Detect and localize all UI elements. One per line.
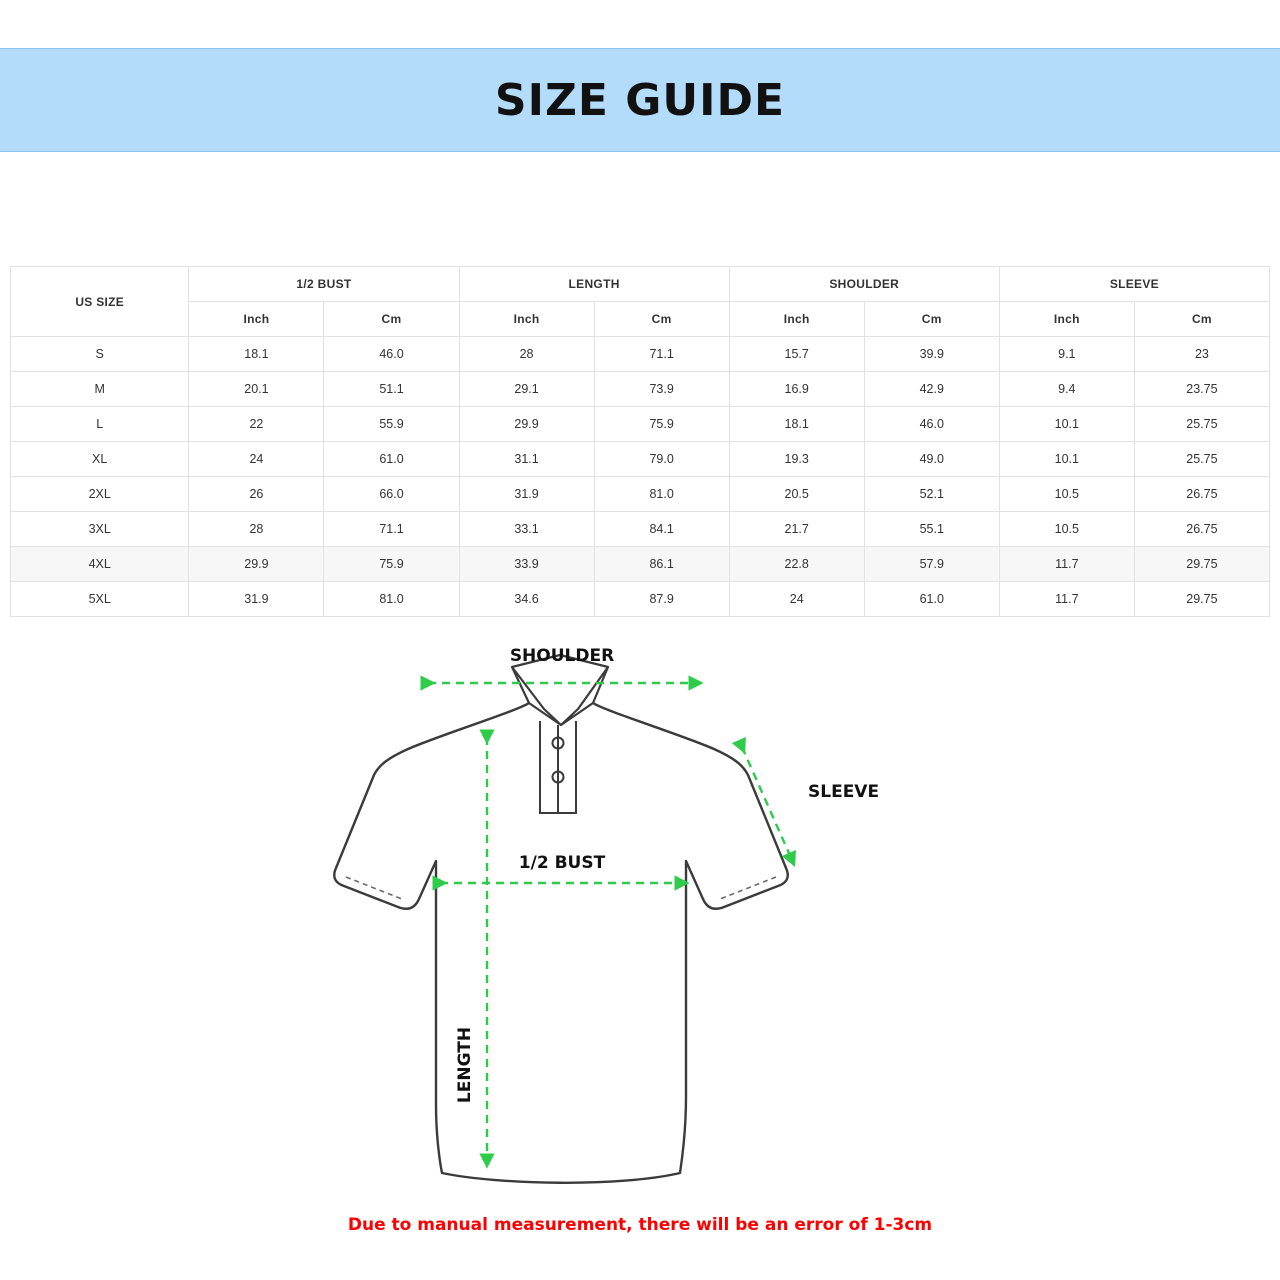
cell: 19.3 [729,442,864,477]
label-sleeve: SLEEVE [808,782,880,802]
cell: 81.0 [324,582,459,617]
table-row [11,512,1270,547]
cell: M [11,372,189,407]
cell: 46.0 [324,337,459,372]
table-row [11,407,1270,442]
cell: 23 [1134,337,1269,372]
cell: 31.1 [459,442,594,477]
cell: 61.0 [324,442,459,477]
cell: 10.1 [999,442,1134,477]
cell: 28 [459,337,594,372]
table-unit-row [11,302,1270,337]
cell: 28 [189,512,324,547]
cell: 2XL [11,477,189,512]
cell: 16.9 [729,372,864,407]
unit-length-cm: Cm [594,302,729,337]
cell: 55.9 [324,407,459,442]
cell: 18.1 [729,407,864,442]
cell: 21.7 [729,512,864,547]
column-header-length: LENGTH [459,267,729,302]
cell: 26.75 [1134,512,1269,547]
cell: 22.8 [729,547,864,582]
size-chart-table [10,266,1270,617]
cell: 33.1 [459,512,594,547]
cell: 11.7 [999,547,1134,582]
size-guide-header [0,48,1280,152]
unit-bust-cm: Cm [324,302,459,337]
cell: 29.75 [1134,582,1269,617]
cell: 42.9 [864,372,999,407]
column-header-us-size: US SIZE [11,267,189,337]
cell: 33.9 [459,547,594,582]
cell: 81.0 [594,477,729,512]
label-bust: 1/2 BUST [518,853,606,873]
cell: 49.0 [864,442,999,477]
cell: 31.9 [189,582,324,617]
column-header-sleeve: SLEEVE [999,267,1269,302]
cell: 9.4 [999,372,1134,407]
label-shoulder: SHOULDER [509,646,615,666]
table-row [11,372,1270,407]
cell: 66.0 [324,477,459,512]
unit-bust-inch: Inch [189,302,324,337]
cell: 29.9 [189,547,324,582]
cell: 25.75 [1134,407,1269,442]
size-table-container [10,266,1270,617]
cell: S [11,337,189,372]
polo-shirt-illustration [140,625,1140,1205]
table-row [11,547,1270,582]
table-body [11,337,1270,617]
column-header-shoulder: SHOULDER [729,267,999,302]
cell: 22 [189,407,324,442]
cell: 10.1 [999,407,1134,442]
shirt-outline [334,703,787,1183]
cell: 84.1 [594,512,729,547]
cell: 24 [189,442,324,477]
cell: 46.0 [864,407,999,442]
measurement-disclaimer: Due to manual measurement, there will be an error of 1-3cm [347,1215,933,1235]
cell: 11.7 [999,582,1134,617]
cell: 20.1 [189,372,324,407]
table-row [11,337,1270,372]
cell: 61.0 [864,582,999,617]
cell: 79.0 [594,442,729,477]
cell: 52.1 [864,477,999,512]
page-title: SIZE GUIDE [494,74,786,126]
cell: 87.9 [594,582,729,617]
cell: 26.75 [1134,477,1269,512]
cell: 57.9 [864,547,999,582]
cell: 55.1 [864,512,999,547]
cell: L [11,407,189,442]
cell: 24 [729,582,864,617]
cell: 34.6 [459,582,594,617]
unit-sleeve-inch: Inch [999,302,1134,337]
cell: 15.7 [729,337,864,372]
cell: 18.1 [189,337,324,372]
cell: 29.1 [459,372,594,407]
table-group-header-row [11,267,1270,302]
cell: 3XL [11,512,189,547]
cell: 39.9 [864,337,999,372]
measurement-diagram [0,625,1280,1205]
unit-shoulder-cm: Cm [864,302,999,337]
cell: 26 [189,477,324,512]
table-row [11,477,1270,512]
cell: 71.1 [594,337,729,372]
table-row [11,442,1270,477]
cell: 71.1 [324,512,459,547]
cell: 29.9 [459,407,594,442]
cell: 10.5 [999,477,1134,512]
cell: 5XL [11,582,189,617]
cell: 75.9 [324,547,459,582]
cell: 51.1 [324,372,459,407]
cell: 25.75 [1134,442,1269,477]
column-header-bust: 1/2 BUST [189,267,459,302]
unit-length-inch: Inch [459,302,594,337]
cell: 73.9 [594,372,729,407]
cell: 4XL [11,547,189,582]
cell: 9.1 [999,337,1134,372]
label-length: LENGTH [455,1026,475,1104]
cell: 29.75 [1134,547,1269,582]
cell: 86.1 [594,547,729,582]
cell: 20.5 [729,477,864,512]
cell: 75.9 [594,407,729,442]
cell: XL [11,442,189,477]
unit-sleeve-cm: Cm [1134,302,1269,337]
cell: 10.5 [999,512,1134,547]
cell: 23.75 [1134,372,1269,407]
table-row [11,582,1270,617]
cell: 31.9 [459,477,594,512]
unit-shoulder-inch: Inch [729,302,864,337]
